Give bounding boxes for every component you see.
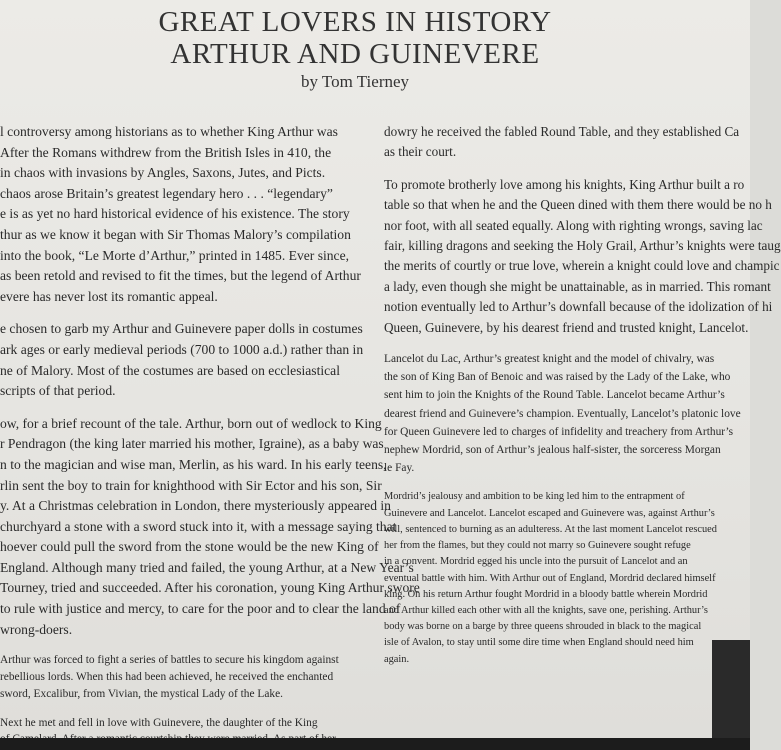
text-line: Guinevere and Lancelot. Lancelot escaped and Guinevere was, against Arthur’s <box>384 507 715 519</box>
text-line: dowry he received the fabled Round Table, and they established Ca <box>384 124 740 139</box>
text-line: Mordrid’s jealousy and ambition to be king led him to the entrapment of <box>384 491 685 503</box>
text-line: r Pendragon (the king later married his mother, Igraine), as a baby was <box>0 436 384 452</box>
text-line: y. At a Christmas celebration in London, there mysteriously appeared in <box>0 498 391 514</box>
text-line: Tourney, tried and succeeded. After his coronation, young King Arthur swore <box>0 580 420 596</box>
dark-background-corner <box>712 640 750 738</box>
text-line: in chaos with invasions by Angles, Saxons, Jutes, and Picts. <box>0 165 326 181</box>
text-line: into the book, “Le Morte d’Arthur,” printed in 1485. Ever since, <box>0 247 350 263</box>
text-line: rebellious lords. When this had been achieved, he received the enchanted <box>0 671 334 684</box>
text-line: for Queen Guinevere led to charges of infidelity and treachery from Arthur’s <box>384 425 734 438</box>
text-line: After the Romans withdrew from the British Isles in 410, the <box>0 144 332 160</box>
text-line: as their court. <box>384 144 457 160</box>
text-line: To promote brotherly love among his knights, King Arthur built a ro <box>384 176 745 192</box>
text-line: thur as we know it began with Sir Thomas Malory’s compilation <box>0 226 351 242</box>
dark-background-strip <box>0 738 750 750</box>
text-line: notion eventually led to Arthur’s downfall because of the idolization of hi <box>384 299 773 315</box>
text-line: nephew Mordrid, son of Arthur’s jealous half-sister, the sorceress Morgan <box>384 444 721 457</box>
author-byline: by Tom Tierney <box>300 72 410 91</box>
text-line: the merits of courtly or true love, wherein a knight could love and champic <box>384 258 780 274</box>
text-line: in a convent. Mordrid egged his uncle into the pursuit of Lancelot and an <box>384 556 688 568</box>
text-line: body was borne on a barge by three queens shrouded in black to the magical <box>384 621 702 633</box>
text-line: Arthur was forced to fight a series of battles to secure his kingdom against <box>0 654 339 667</box>
paragraph <box>0 652 365 702</box>
text-line: again. <box>384 653 410 665</box>
text-line: to rule with justice and mercy, to care for the poor and to clear the land of <box>0 601 401 617</box>
text-line: England. Although many tried and failed, the young Arthur, at a New Year’s <box>0 559 414 575</box>
text-line: scripts of that period. <box>0 383 116 399</box>
right-text-column <box>384 122 781 672</box>
page-title: GREAT LOVERS IN HISTORY <box>158 6 552 38</box>
text-line: evere has never lost its romantic appeal. <box>0 288 218 304</box>
text-line: as been retold and revised to fit the times, but the legend of Arthur <box>0 268 361 284</box>
paragraph <box>0 319 365 401</box>
paragraph <box>384 175 781 338</box>
text-line: hoever could pull the sword from the stone would be the new King of <box>0 539 379 555</box>
text-line: churchyard a stone with a sword stuck into it, with a message saying that <box>0 518 397 534</box>
text-line: rlin sent the boy to train for knighthood with Sir Ector and his son, Sir <box>0 477 382 493</box>
paragraph <box>384 350 750 477</box>
text-line: n to the magician and wise man, Merlin, as his ward. In his early teens, <box>0 456 387 472</box>
text-line: l controversy among historians as to whether King Arthur was <box>0 124 338 139</box>
text-line: table so that when he and the Queen dined with them there would be no h <box>384 197 772 213</box>
text-line: chaos arose Britain’s greatest legendary hero . . . “legendary” <box>0 185 333 201</box>
text-line: and Arthur killed each other with all the knights, save one, perishing. Arthur’s <box>384 604 708 616</box>
page-subtitle: ARTHUR AND GUINEVERE <box>170 38 540 70</box>
paragraph <box>0 122 365 307</box>
text-line: her from the flames, but they could not marry so Guinevere sought refuge <box>384 540 691 552</box>
text-line: wrong-doers. <box>0 621 73 637</box>
text-line: will, sentenced to burning as an adulteress. At the last moment Lancelot rescued <box>384 523 717 535</box>
text-line: e is as yet no hard historical evidence of his existence. The story <box>0 206 350 222</box>
text-line: eventual battle with him. With Arthur out of England, Mordrid declared himself <box>384 572 716 584</box>
paragraph <box>384 489 750 667</box>
text-line: sent him to join the Knights of the Round Table. Lancelot became Arthur’s <box>384 389 725 402</box>
text-line: Next he met and fell in love with Guinevere, the daughter of the King <box>0 716 318 729</box>
text-line: ark ages or early medieval periods (700 to 1000 a.d.) rather than in <box>0 341 364 357</box>
text-line: ne of Malory. Most of the costumes are based on ecclesiastical <box>0 362 340 378</box>
text-line: nor foot, with all seated equally. Along with righting wrongs, saving lac <box>384 217 763 233</box>
text-line: Queen, Guinevere, by his dearest friend and trusted knight, Lancelot. <box>384 319 749 335</box>
text-line: sword, Excalibur, from Vivian, the mystical Lady of the Lake. <box>0 687 284 700</box>
text-line: king. On his return Arthur fought Mordrid in a bloody battle wherein Mordrid <box>384 588 708 600</box>
text-line: isle of Avalon, to stay until some dire time when England should need him <box>384 637 694 649</box>
text-line: ow, for a brief recount of the tale. Arthur, born out of wedlock to King <box>0 415 382 431</box>
text-line: the son of King Ban of Benoic and was raised by the Lady of the Lake, who <box>384 371 731 384</box>
text-line: fair, killing dragons and seeking the Holy Grail, Arthur’s knights were taug <box>384 238 781 254</box>
text-line: a lady, even though she might be unattainable, as in married. This romant <box>384 278 771 294</box>
text-line: Lancelot du Lac, Arthur’s greatest knight and the model of chivalry, was <box>384 353 715 366</box>
text-line: dearest friend and Guinevere’s champion. Eventually, Lancelot’s platonic love <box>384 407 741 420</box>
text-line: e chosen to garb my Arthur and Guinevere paper dolls in costumes <box>0 321 363 337</box>
text-line: le Fay. <box>384 462 415 475</box>
paragraph <box>384 122 750 163</box>
